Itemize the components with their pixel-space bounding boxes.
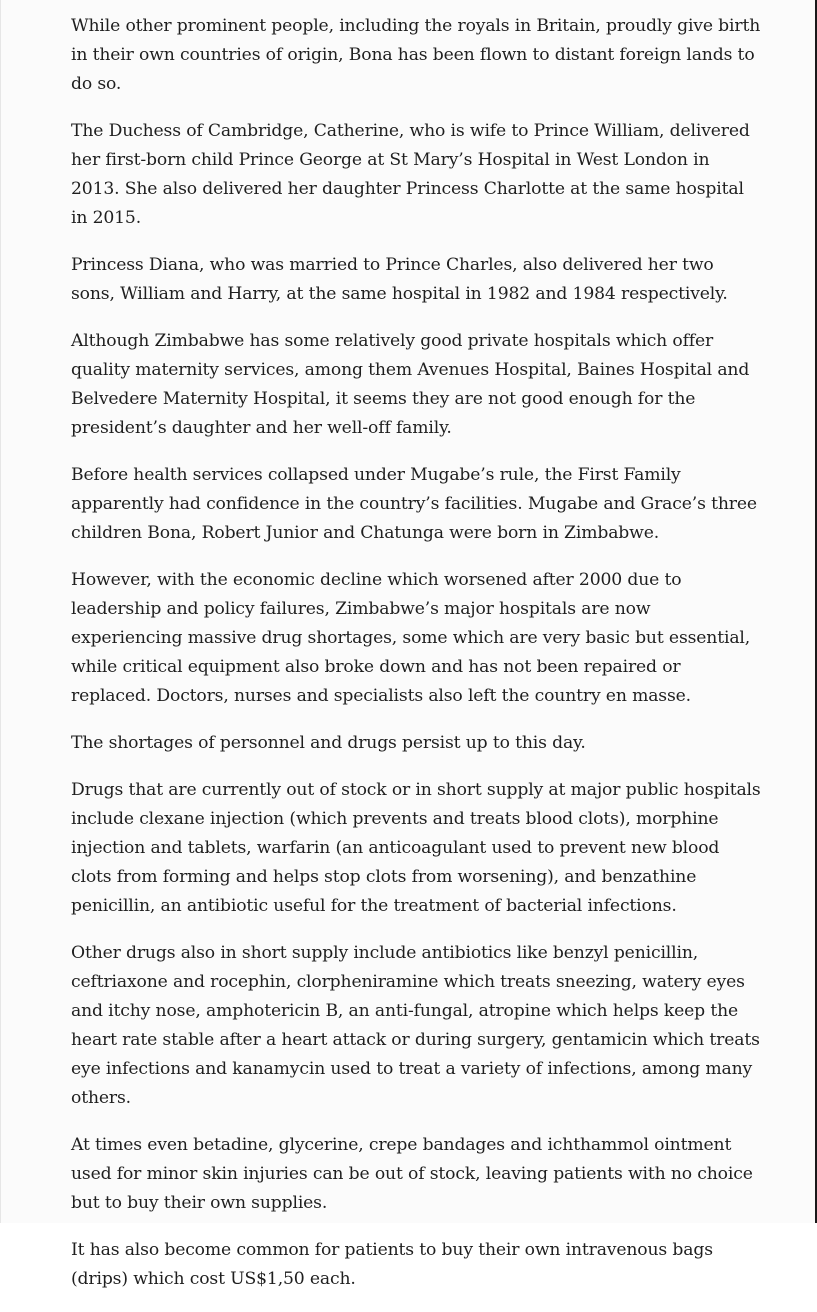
article-body <box>71 12 761 1312</box>
article-paragraph: At times even betadine, glycerine, crepe bandages and ichthammol ointment used for minor skin injuries can be out of stock, leaving patients with no choice but to buy their own supplies. <box>71 1135 753 1213</box>
article-paragraph: Other drugs also in short supply include antibiotics like benzyl penicillin, ceftriaxone and rocephin, clorpheniramine which treats sneezing, watery eyes and itchy nose, amphotericin B, an anti-fungal, atropine which helps keep the heart rate stable after a heart attack or during surgery, gentamicin which treats eye infections and kanamycin used to treat a variety of infections, among many others. <box>71 943 760 1108</box>
article-paragraph: While other prominent people, including the royals in Britain, proudly give birth in their own countries of origin, Bona has been flown to distant foreign lands to do so. <box>71 16 761 94</box>
article-paragraph: The shortages of personnel and drugs persist up to this day. <box>71 733 586 753</box>
article-paragraph: Although Zimbabwe has some relatively good private hospitals which offer quality maternity services, among them Avenues Hospital, Baines Hospital and Belvedere Maternity Hospital, it seems they are not good enough for the president’s daughter and her well-off family. <box>71 331 750 438</box>
article-paragraph: However, with the economic decline which worsened after 2000 due to leadership and policy failures, Zimbabwe’s major hospitals are now experiencing massive drug shortages, some which are very basic but essential, while critical equipment also broke down and has not been repaired or replaced. Doctors, nurses and specialists also left the country en masse. <box>71 570 751 706</box>
article-paragraph: The Duchess of Cambridge, Catherine, who is wife to Prince William, delivered her first-born child Prince George at St Mary’s Hospital in West London in 2013. She also delivered her daughter Princess Charlotte at the same hospital in 2015. <box>71 121 750 228</box>
article-paragraph: It has also become common for patients to buy their own intravenous bags (drips) which cost US$1,50 each. <box>71 1240 713 1289</box>
article-paragraph: Before health services collapsed under Mugabe’s rule, the First Family apparently had confidence in the country’s facilities. Mugabe and Grace’s three children Bona, Robert Junior and Chatunga were born in Zimbabwe. <box>71 465 757 543</box>
article-paragraph: Princess Diana, who was married to Prince Charles, also delivered her two sons, William and Harry, at the same hospital in 1982 and 1984 respectively. <box>71 255 728 304</box>
article-paragraph: Drugs that are currently out of stock or in short supply at major public hospitals include clexane injection (which prevents and treats blood clots), morphine injection and tablets, warfarin (an anticoagulant used to prevent new blood clots from forming and helps stop clots from worsening), and benzathine penicillin, an antibiotic useful for the treatment of bacterial infections. <box>71 780 761 916</box>
